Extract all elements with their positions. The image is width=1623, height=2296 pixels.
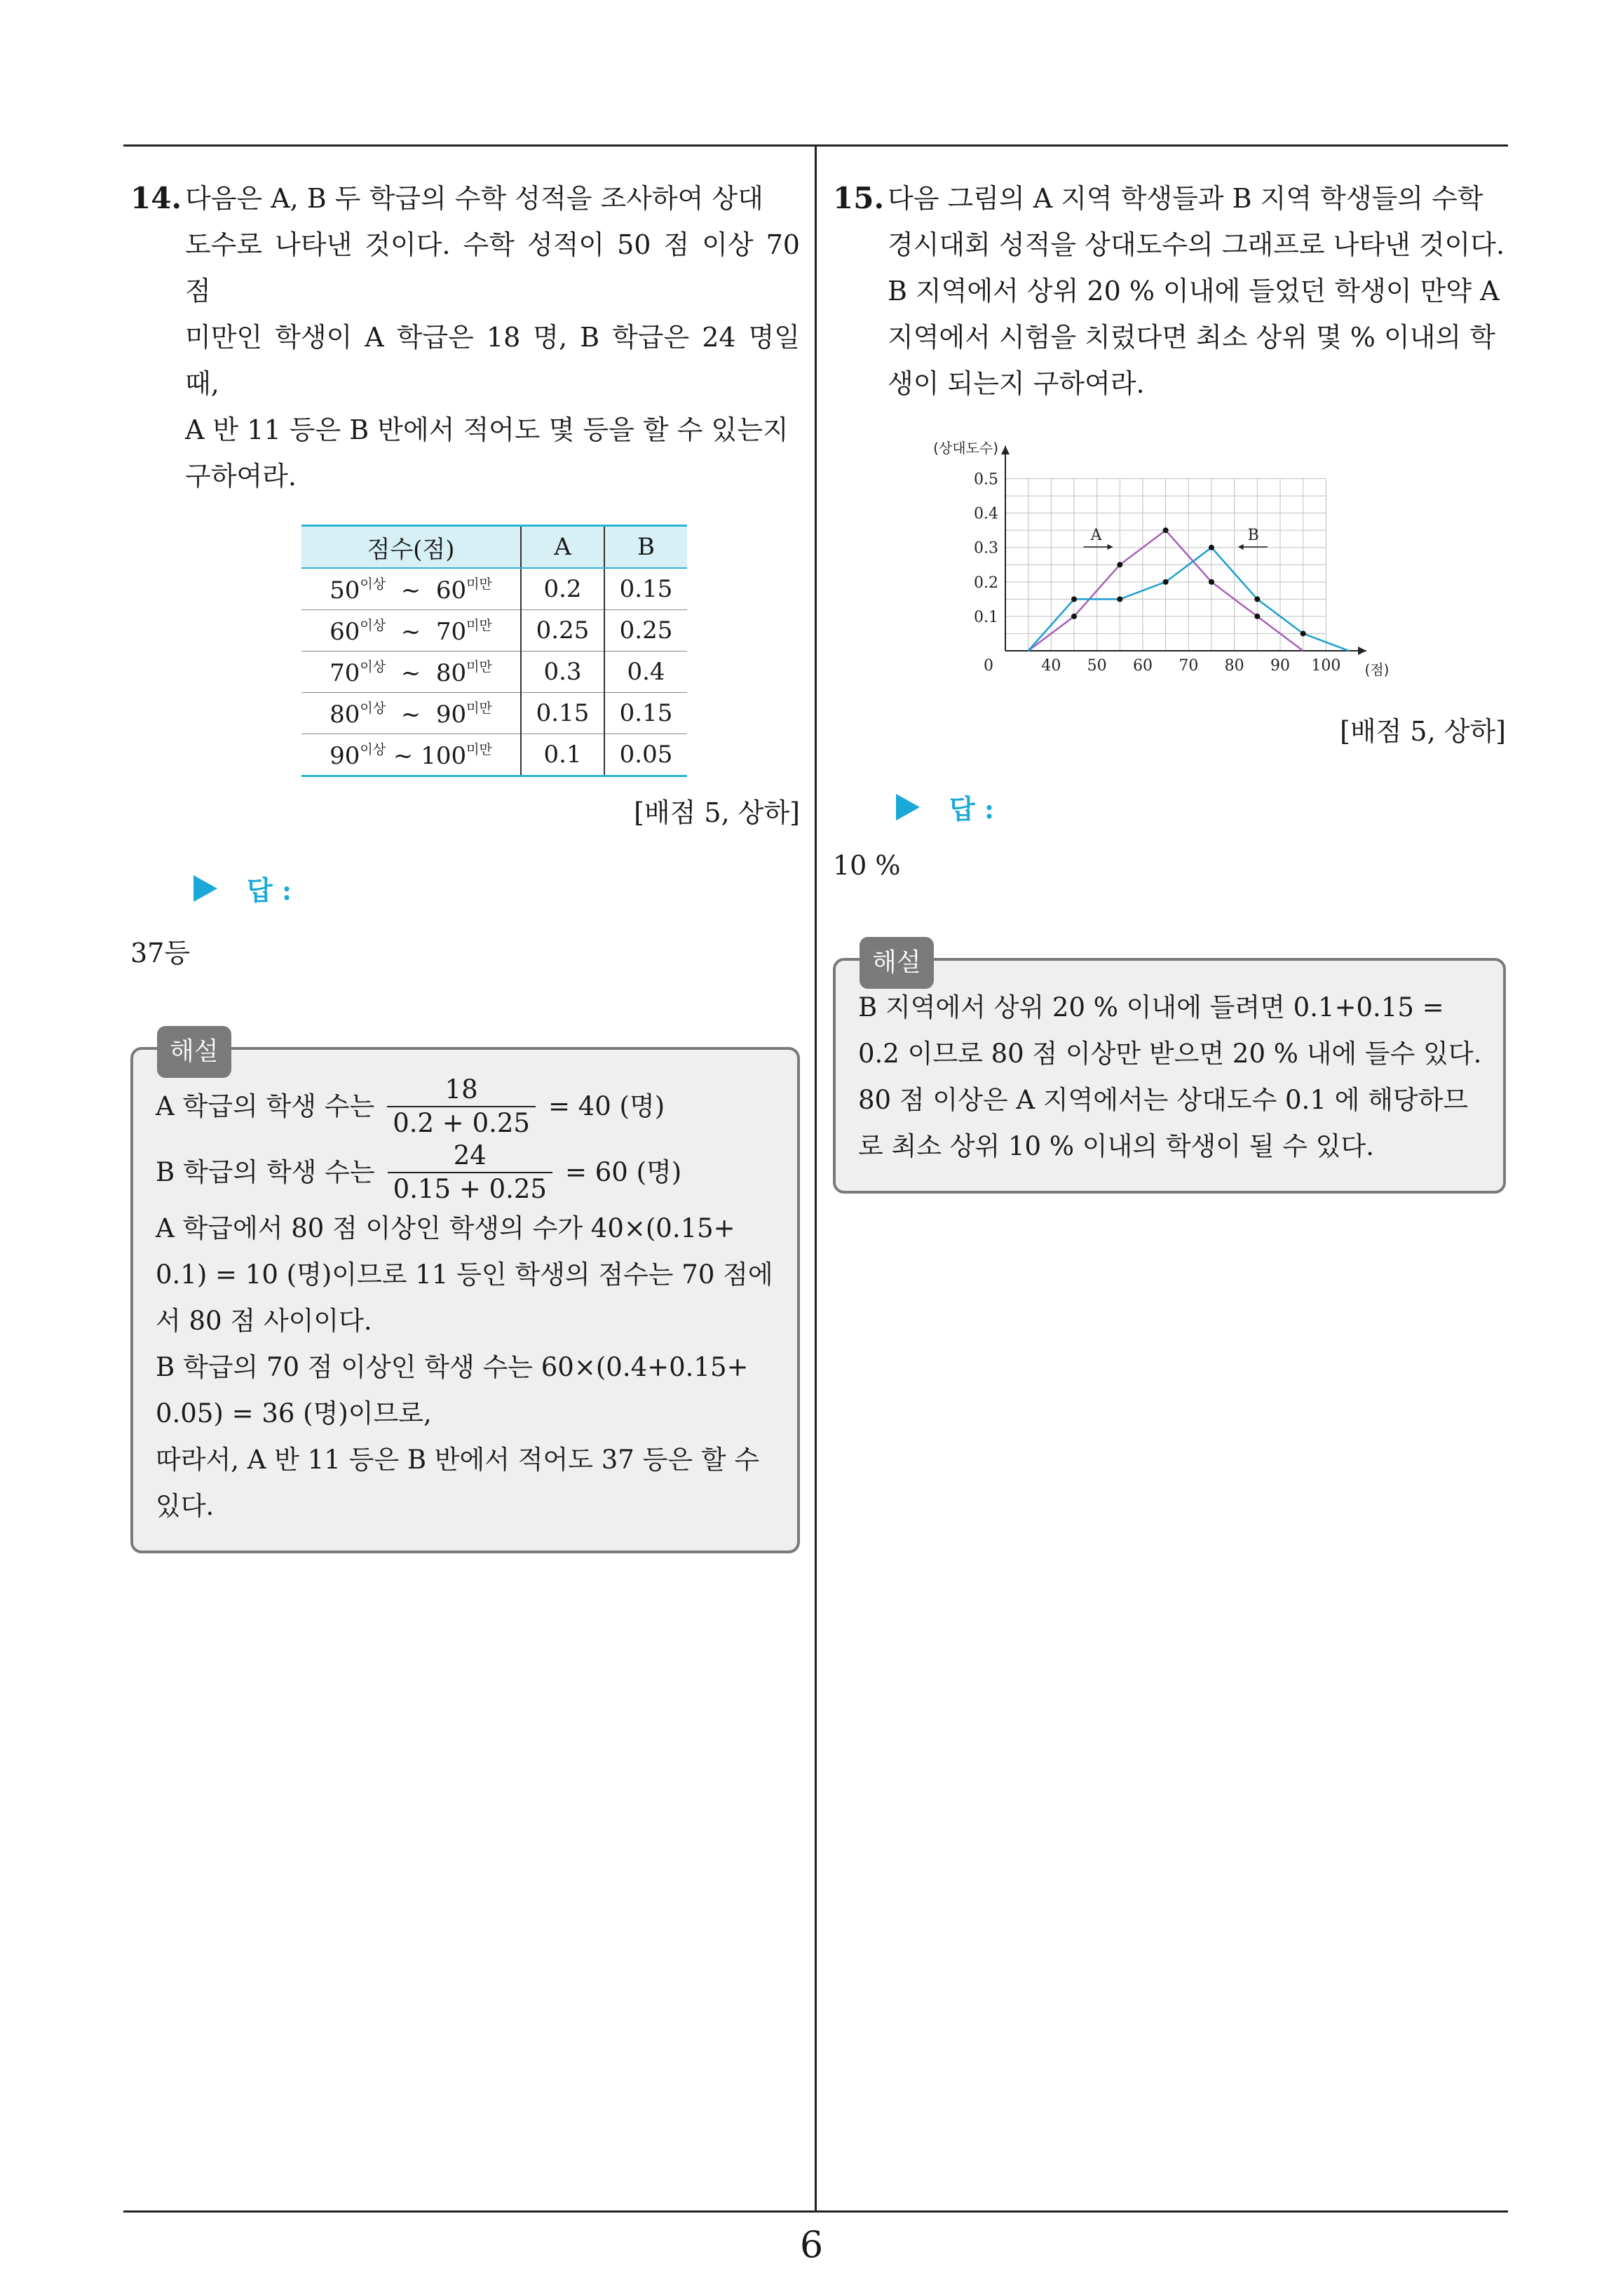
x-tick-label: 90 [1270, 657, 1290, 675]
q15-line: 생이 되는지 구하여라. [888, 368, 1145, 399]
q14-number: 14. [130, 181, 182, 215]
q14-line: 구하여라. [185, 461, 297, 492]
data-point [1117, 562, 1122, 567]
relative-frequency-chart [914, 433, 1391, 693]
x-tick-label: 80 [1224, 657, 1244, 675]
q14-line: 도수로 나타낸 것이다. 수학 성적이 50 점 이상 70 점 [185, 229, 800, 306]
q15-solution-box [833, 948, 1506, 1194]
q15-line: 경시대회 성적을 상대도수의 그래프로 나타낸 것이다. [888, 229, 1505, 260]
q15-meta: [배점 5, 상하] [1340, 716, 1506, 747]
range-cell: $60^{이상}$ ~ $70^{미만}$ [301, 610, 521, 651]
x-tick-label: 70 [1179, 657, 1199, 675]
table-row [301, 651, 687, 693]
fraction: $\frac{18}{0.2 + 0.25}$ [387, 1074, 536, 1140]
range-cell: $80^{이상}$ ~ $90^{미만}$ [301, 693, 521, 734]
solution-paragraph: 80 점 이상은 A 지역에서는 상대도수 0.1 에 해당하므로 최소 상위 10 % 이내의 학생이 될 수 있다. [858, 1085, 1469, 1161]
solution-tag: 해설 [860, 937, 934, 989]
range-cell: $50^{이상}$ ~ $60^{미만}$ [301, 568, 521, 610]
q14-solution-box [130, 1037, 800, 1553]
triangle-right-icon [193, 875, 217, 902]
x-axis-label: (점) [1364, 661, 1390, 678]
q14-text [185, 175, 800, 499]
q15-line: B 지역에서 상위 20 % 이내에 들었던 학생이 만약 A [888, 276, 1500, 306]
arrow-right-icon [1108, 544, 1113, 550]
a-value: 0.2 [521, 568, 604, 610]
q15-answer: 10 % [833, 850, 901, 881]
origin-label: 0 [984, 657, 993, 675]
q15-text [888, 175, 1506, 407]
header-a: A [521, 526, 604, 569]
data-point [1117, 596, 1122, 602]
data-point [1163, 527, 1169, 533]
data-point [1209, 545, 1214, 551]
b-value: 0.25 [604, 610, 687, 651]
table-row [301, 693, 687, 734]
question-14 [130, 175, 800, 1553]
a-value: 0.1 [521, 734, 604, 776]
y-tick-label: 0.4 [974, 505, 998, 523]
q14-answer-label: 답 : [193, 869, 800, 907]
x-axis-arrow-icon [1358, 647, 1366, 655]
solution-fraction-line: B 학급의 학생 수는 $\frac{24}{0.15 + 0.25}$ = 60 (명) [156, 1140, 682, 1204]
header-b: B [604, 526, 687, 569]
y-tick-label: 0.2 [974, 574, 998, 592]
q15-line: 다음 그림의 A 지역 학생들과 B 지역 학생들의 수학 [888, 183, 1483, 214]
b-value: 0.15 [604, 693, 687, 734]
series-label-a: A [1090, 526, 1102, 544]
table-header-row [301, 526, 687, 569]
x-tick-label: 60 [1133, 657, 1153, 675]
solution-fraction-line: A 학급의 학생 수는 $\frac{18}{0.2 + 0.25}$ = 40 (명) [156, 1074, 665, 1138]
solution-paragraph: B 지역에서 상위 20 % 이내에 들려면 0.1+0.15 = 0.2 이므로 80 점 이상만 받으면 20 % 내에 들수 있다. [858, 992, 1482, 1069]
data-point [1209, 579, 1214, 585]
y-axis-arrow-icon [1001, 446, 1010, 454]
bottom-rule [123, 2210, 1508, 2213]
table-row [301, 734, 687, 776]
table-row [301, 610, 687, 651]
y-axis-label: (상대도수) [933, 440, 998, 457]
a-value: 0.25 [521, 610, 604, 651]
b-value: 0.15 [604, 568, 687, 610]
data-point [1254, 596, 1260, 602]
arrow-left-icon [1238, 544, 1244, 550]
x-tick-label: 40 [1041, 657, 1061, 675]
q14-meta: [배점 5, 상하] [634, 797, 800, 828]
q14-score-table [301, 525, 687, 777]
data-point [1071, 614, 1077, 619]
data-point [1254, 614, 1260, 619]
series-label-b: B [1247, 526, 1259, 544]
a-value: 0.3 [521, 651, 604, 693]
q15-header [833, 175, 1506, 407]
solution-paragraph: 따라서, A 반 11 등은 B 반에서 적어도 37 등은 할 수 있다. [156, 1445, 760, 1521]
q14-line: 미만인 학생이 A 학급은 18 명, B 학급은 24 명일 때, [185, 322, 800, 399]
fraction: $\frac{24}{0.15 + 0.25}$ [388, 1140, 552, 1206]
header-score: 점수(점) [301, 526, 521, 569]
table-row [301, 568, 687, 610]
q14-header [130, 175, 800, 499]
range-cell: $90^{이상}$ ~ $100^{미만}$ [301, 734, 521, 776]
q15-line: 지역에서 시험을 치렀다면 최소 상위 몇 % 이내의 학 [888, 322, 1495, 353]
b-value: 0.05 [604, 734, 687, 776]
solution-tag: 해설 [157, 1026, 231, 1078]
x-tick-label: 100 [1311, 657, 1341, 675]
q15-answer-label: 답 : [896, 788, 1506, 826]
question-15 [833, 175, 1506, 1194]
range-cell: $70^{이상}$ ~ $80^{미만}$ [301, 651, 521, 693]
a-value: 0.15 [521, 693, 604, 734]
triangle-right-icon [896, 794, 920, 821]
column-divider [815, 144, 817, 2210]
x-tick-label: 50 [1087, 657, 1107, 675]
data-point [1163, 579, 1169, 585]
q14-answer: 37등 [130, 938, 191, 968]
q14-line: 다음은 A, B 두 학급의 수학 성적을 조사하여 상대 [185, 183, 763, 214]
page-number: 6 [799, 2224, 824, 2267]
solution-paragraph: A 학급에서 80 점 이상인 학생의 수가 40×(0.15+ 0.1) = 10 (명)이므로 11 등인 학생의 점수는 70 점에서 80 점 사이이다. [156, 1213, 773, 1336]
y-tick-label: 0.3 [974, 539, 998, 558]
solution-paragraph: B 학급의 70 점 이상인 학생 수는 60×(0.4+0.15+ 0.05) = 36 (명)이므로, [156, 1352, 749, 1429]
b-value: 0.4 [604, 651, 687, 693]
data-point [1301, 630, 1306, 636]
y-tick-label: 0.5 [974, 471, 998, 489]
q14-line: A 반 11 등은 B 반에서 적어도 몇 등을 할 수 있는지 [185, 414, 789, 445]
q15-graph [914, 433, 1506, 696]
y-tick-label: 0.1 [974, 608, 998, 626]
data-point [1071, 596, 1077, 602]
q15-number: 15. [833, 181, 885, 215]
